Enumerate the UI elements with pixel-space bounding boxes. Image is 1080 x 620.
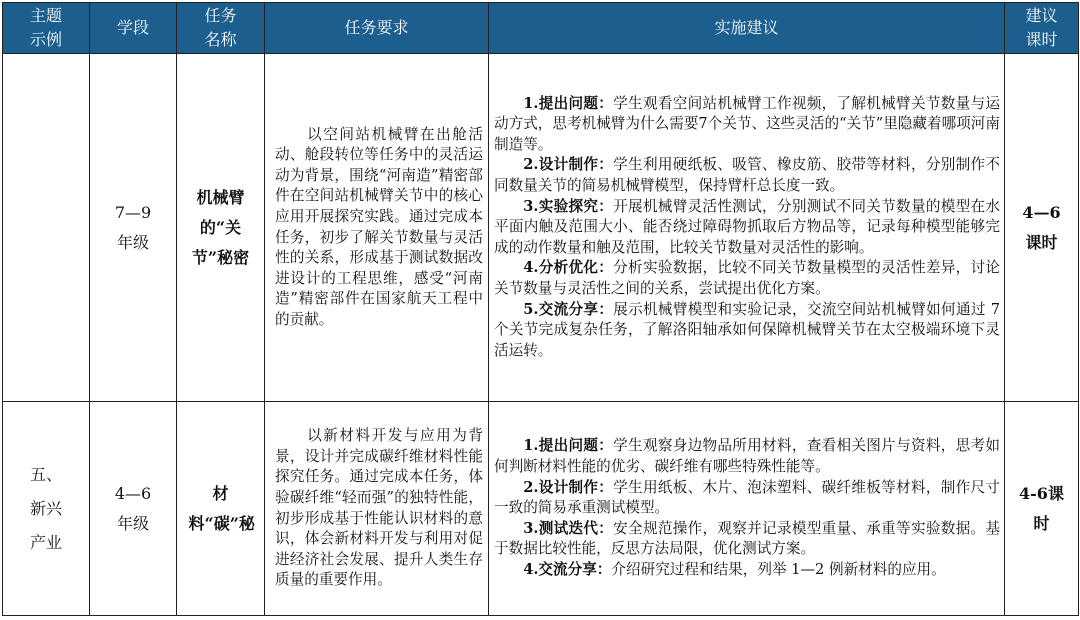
suggestion-item: 2.设计制作：学生利用硬纸板、吸管、橡皮筋、胶带等材料，分别制作不同数量关节的简易机械臂模型，保持臂杆总长度一致。 [494, 156, 1000, 195]
header-requirement: 任务要求 [265, 3, 489, 54]
task-name-cell: 机械臂的“关节”秘密 [177, 54, 265, 402]
suggestion-item: 5.交流分享：展示机械臂模型和实验记录，交流空间站机械臂如何通过 7 个关节完成复杂任务，了解洛阳轴承如何保障机械臂关节在太空极端环境下灵活运转。 [494, 300, 1000, 359]
suggestions-cell [489, 402, 1005, 616]
hours-cell: 4-6课时 [1005, 402, 1079, 616]
suggestion-item: 4.分析优化：分析实验数据，比较不同关节数量模型的灵活性差异，讨论关节数量与灵活性之间的关系，尝试提出优化方案。 [494, 259, 1000, 297]
suggestions-cell [489, 54, 1005, 402]
header-grade: 学段 [90, 3, 177, 54]
grade-cell: 7—9年级 [90, 54, 177, 402]
hours-cell: 4—6课时 [1005, 54, 1079, 402]
header-suggestions: 实施建议 [489, 3, 1005, 54]
header-row [3, 3, 1079, 54]
suggestion-item: 3.实验探究：开展机械臂灵活性测试，分别测试不同关节数量的模型在水平面内触及范围大小、能否绕过障碍物抓取后方物品等，记录每种模型能够完成的动作数量和触及范围，比较关节数量对灵活性的影响。 [494, 197, 1000, 256]
curriculum-table [2, 2, 1079, 616]
requirement-cell: 以新材料开发与应用为背景，设计并完成碳纤维材料性能探究任务。通过完成本任务，体验碳纤维“轻而强”的独特性能，初步形成基于性能认识材料的意识，体会新材料开发与利用对促进经济社会发展、提升人类生存质量的重要作用。 [265, 402, 489, 616]
requirement-cell: 以空间站机械臂在出舱活动、舱段转位等任务中的灵活运动为背景，围绕“河南造”精密部件在空间站机械臂关节中的核心应用开展探究实践。通过完成本任务，初步了解关节数量与灵活性的关系，形成基于测试数据改进设计的工程思维，感受“河南造”精密部件在国家航天工程中的贡献。 [265, 54, 489, 402]
suggestion-item: 1.提出问题：学生观察身边物品所用材料，查看相关图片与资料，思考如何判断材料性能的优劣、碳纤维有哪些特殊性能等。 [494, 437, 1000, 476]
suggestion-item: 2.设计制作：学生用纸板、木片、泡沫塑料、碳纤维板等材料，制作尺寸一致的简易承重测试模型。 [494, 478, 1000, 517]
task-name-cell: 材料“碳”秘 [177, 402, 265, 616]
theme-cell [3, 54, 90, 402]
table-row [3, 54, 1079, 402]
header-task-name: 任务名称 [177, 3, 265, 54]
grade-cell: 4—6年级 [90, 402, 177, 616]
suggestion-item: 4.交流分享：介绍研究过程和结果，列举 1—2 例新材料的应用。 [523, 560, 946, 578]
header-hours: 建议课时 [1005, 3, 1079, 54]
header-theme: 主题示例 [3, 3, 90, 54]
table-row [3, 402, 1079, 616]
suggestion-item: 1.提出问题：学生观看空间站机械臂工作视频，了解机械臂关节数量与运动方式，思考机械臂为什么需要7个关节、这些灵活的“关节”里隐藏着哪项河南制造等。 [494, 94, 1000, 153]
theme-cell: 五、新兴产业 [3, 402, 90, 616]
suggestion-item: 3.测试迭代：安全规范操作，观察并记录模型重量、承重等实验数据。基于数据比较性能，反思方法局限，优化测试方案。 [494, 519, 1000, 558]
